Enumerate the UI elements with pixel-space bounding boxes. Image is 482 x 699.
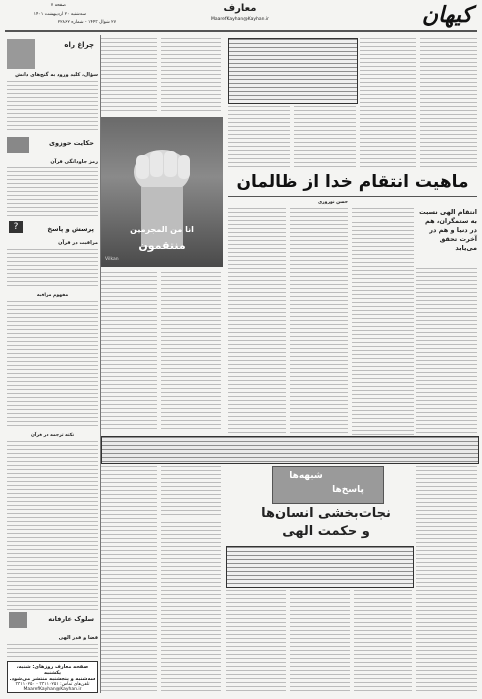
sidebar-text-3 — [7, 249, 98, 289]
column-right-a — [360, 38, 416, 168]
sidebar-text-2 — [7, 167, 98, 219]
lead-intro-box — [228, 38, 358, 104]
date-line-2: ۲۷ شوال ۱۴۴۳ - شماره ۲۲۸۶۲ — [57, 20, 116, 25]
column-mid-top — [161, 38, 221, 114]
masthead-rule — [5, 30, 477, 32]
sidebar-text-1 — [7, 81, 98, 133]
column-left-top — [101, 38, 157, 114]
column-left-lower — [101, 272, 157, 432]
footer-line-1: صفحه معارف روزهای: شنبه، یکشنبه — [16, 664, 89, 676]
sidebar-image-5 — [9, 612, 27, 628]
image-caption-2: منتقمون — [138, 239, 186, 252]
footer-info-box — [7, 661, 98, 693]
lower-column-4 — [226, 590, 286, 692]
sidebar-sub-2: رمز جاودانگی قرآن — [50, 159, 98, 165]
badge-1: شبهه‌ها — [289, 471, 323, 481]
lower-column-6 — [354, 590, 412, 692]
lower-column-2 — [161, 466, 221, 518]
column-mid-lower — [161, 272, 221, 432]
column-body-3 — [352, 208, 414, 218]
date-line-1: سه‌شنبه ۲۰ اردیبهشت ۱۴۰۱ — [33, 12, 86, 17]
sidebar-sub-3b: مفهوم مراقبه — [36, 293, 69, 298]
second-title-1: نجات‌بخشی انسان‌ها — [261, 506, 391, 521]
lead-title-rule — [228, 196, 477, 197]
column-center-a — [228, 106, 290, 168]
page-label: صفحه ۷ — [50, 3, 66, 8]
column-body-4 — [352, 222, 414, 458]
column-right-b — [420, 38, 477, 168]
section-title: معارف — [223, 3, 257, 14]
column-center-b — [294, 106, 356, 168]
sidebar-text-4 — [7, 441, 98, 611]
column-body-5 — [416, 268, 477, 458]
logo: کیهان — [421, 2, 472, 28]
lower-column-3 — [161, 522, 221, 692]
lead-author: حسن نوروزی — [317, 200, 348, 205]
footer-line-4: MaarefKayhan@Kayhan.ir — [23, 687, 82, 692]
section-email: MaarefKayhan@Kayhan.ir — [210, 17, 270, 22]
highlight-quote: انتقام الهی نسبت به ستمگران، هم در دنیا و هم در آخرت تحقق می‌یابد — [419, 208, 477, 252]
callout-box — [101, 436, 479, 464]
portrait-image — [7, 39, 35, 69]
sidebar-sub-1: سؤال، کلید ورود به گنج‌های دانش — [15, 72, 98, 78]
sidebar-text-3b — [7, 301, 98, 427]
sidebar-headline-1: چراغ راه — [64, 41, 94, 49]
lower-column-1 — [101, 466, 157, 692]
column-body-2 — [290, 208, 348, 458]
column-body-1 — [228, 208, 286, 458]
image-credit: Vilkan — [105, 257, 119, 262]
sidebar-sub-3: مراقبت در قرآن — [58, 240, 98, 246]
badge-2: پاسخ‌ها — [332, 485, 364, 495]
lower-column-5 — [290, 590, 350, 692]
lead-image — [101, 117, 223, 267]
second-title-2: و حکمت الهی — [282, 524, 370, 539]
sidebar-sub-5: قضا و قدر الهی — [58, 635, 98, 641]
lower-column-right — [416, 466, 477, 692]
sidebar — [5, 35, 98, 695]
footer-line-2: سه‌شنبه و پنجشنبه منتشر می‌شود. — [9, 676, 96, 682]
sidebar-headline-5: سلوک عارفانه — [48, 615, 94, 623]
sidebar-headline-3: پرسش و پاسخ — [47, 225, 94, 233]
sidebar-headline-2: حکایت حوزوی — [49, 139, 94, 147]
badge-banner — [272, 466, 384, 504]
second-intro-box — [226, 546, 414, 588]
sidebar-sub-4: نکته ترجمه در قرآن — [30, 433, 75, 438]
question-icon: ? — [9, 221, 23, 233]
masthead — [0, 0, 482, 38]
lead-title: ماهیت انتقام خدا از ظالمان — [236, 172, 469, 192]
sidebar-text-5 — [7, 644, 98, 658]
image-caption-1: انا من المجرمین — [130, 225, 194, 234]
sidebar-image-2 — [7, 137, 29, 153]
footer-line-3: تلفن‌های تماس: ۳۳۱۱۰۲۵۱ - ۳۳۱۱۰۲۵۰ — [15, 682, 90, 687]
